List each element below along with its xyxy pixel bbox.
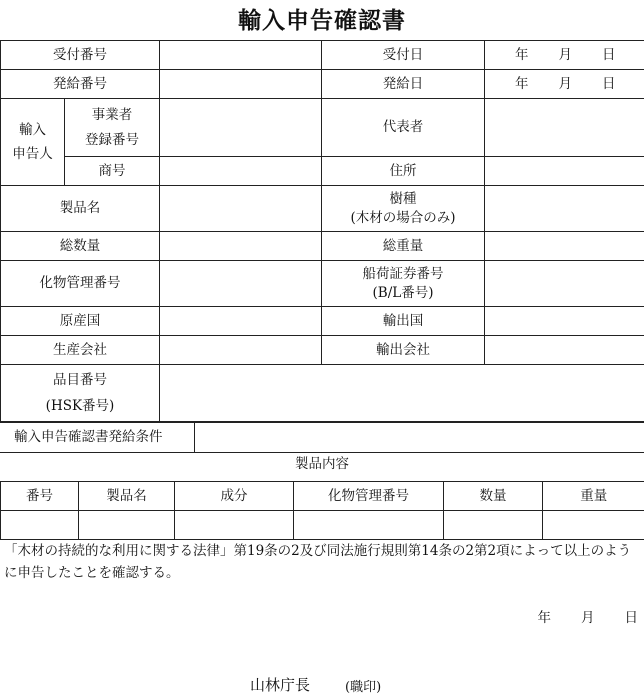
official-seal-label: (職印) [345, 676, 381, 695]
address-field[interactable] [485, 157, 644, 186]
total-quantity-label: 総数量 [1, 232, 160, 261]
export-country-field[interactable] [485, 307, 644, 336]
species-label [322, 186, 485, 232]
producer-field[interactable] [160, 336, 322, 365]
issue-date-field[interactable] [485, 70, 644, 99]
representative-label: 代表者 [322, 99, 485, 157]
issue-conditions-label: 輸入申告確認書発給条件 [0, 423, 194, 453]
species-field[interactable] [485, 186, 644, 232]
reception-number-label: 受付番号 [1, 41, 160, 70]
column-header-number: 番号 [1, 482, 79, 511]
issue-conditions-table [0, 422, 644, 453]
business-registration-label [65, 99, 160, 157]
bill-of-lading-line2: (B/L番号) [322, 284, 484, 302]
bill-of-lading-label [322, 261, 485, 307]
cell-number[interactable] [1, 511, 79, 540]
item-number-line2: (HSK番号) [1, 397, 159, 415]
cell-ingredients[interactable] [175, 511, 294, 540]
business-registration-line2: 登録番号 [65, 131, 159, 149]
certification-day: 日 [625, 610, 639, 626]
total-weight-field[interactable] [485, 232, 644, 261]
date-year: 年 [515, 75, 529, 93]
trade-name-field[interactable] [160, 157, 322, 186]
reception-number-field[interactable] [160, 41, 322, 70]
total-quantity-field[interactable] [160, 232, 322, 261]
producer-label: 生産会社 [1, 336, 160, 365]
exporter-label: 輸出会社 [322, 336, 485, 365]
signer-title: 山林庁長 [250, 674, 310, 695]
column-header-chemical-number: 化物管理番号 [294, 482, 444, 511]
species-label-line2: (木材の場合のみ) [322, 209, 484, 227]
certification-date [508, 606, 639, 626]
issue-number-label: 発給番号 [1, 70, 160, 99]
business-registration-line1: 事業者 [65, 106, 159, 124]
reception-date-field[interactable] [485, 41, 644, 70]
table-row [1, 511, 644, 540]
certification-month: 月 [581, 610, 595, 626]
column-header-ingredients: 成分 [175, 482, 294, 511]
importer-label [1, 99, 65, 186]
column-header-weight: 重量 [543, 482, 644, 511]
importer-label-line1: 輸入 [1, 121, 64, 139]
export-country-label: 輸出国 [322, 307, 485, 336]
bill-of-lading-line1: 船荷証券番号 [322, 265, 484, 283]
importer-label-line2: 申告人 [1, 145, 64, 163]
cell-product-name[interactable] [79, 511, 175, 540]
issue-date-label: 発給日 [322, 70, 485, 99]
date-day: 日 [602, 46, 616, 64]
origin-country-label: 原産国 [1, 307, 160, 336]
date-day: 日 [602, 75, 616, 93]
declaration-form-table [0, 40, 644, 422]
cell-quantity[interactable] [444, 511, 543, 540]
trade-name-label: 商号 [65, 157, 160, 186]
product-contents-title: 製品内容 [0, 452, 644, 472]
column-header-product-name: 製品名 [79, 482, 175, 511]
certification-statement: 「木材の持続的な利用に関する法律」第19条の2及び同法施行規則第14条の2第2項によって以上のように申告したことを確認する。 [4, 540, 644, 584]
product-name-field[interactable] [160, 186, 322, 232]
origin-country-field[interactable] [160, 307, 322, 336]
date-year: 年 [515, 46, 529, 64]
date-month: 月 [559, 46, 573, 64]
reception-date-label: 受付日 [322, 41, 485, 70]
business-registration-field[interactable] [160, 99, 322, 157]
chemical-management-number-label: 化物管理番号 [1, 261, 160, 307]
exporter-field[interactable] [485, 336, 644, 365]
cell-chemical-number[interactable] [294, 511, 444, 540]
issue-number-field[interactable] [160, 70, 322, 99]
bill-of-lading-field[interactable] [485, 261, 644, 307]
cell-weight[interactable] [543, 511, 644, 540]
date-month: 月 [559, 75, 573, 93]
document-title: 輸入申告確認書 [0, 2, 644, 35]
certification-year: 年 [538, 610, 552, 626]
representative-field[interactable] [485, 99, 644, 157]
total-weight-label: 総重量 [322, 232, 485, 261]
product-name-label: 製品名 [1, 186, 160, 232]
chemical-management-number-field[interactable] [160, 261, 322, 307]
item-number-line1: 品目番号 [1, 371, 159, 389]
species-label-line1: 樹種 [322, 190, 484, 208]
item-number-field[interactable] [160, 365, 644, 422]
address-label: 住所 [322, 157, 485, 186]
product-contents-table [0, 481, 644, 540]
issue-conditions-field[interactable] [194, 423, 644, 453]
column-header-quantity: 数量 [444, 482, 543, 511]
item-number-label [1, 365, 160, 422]
